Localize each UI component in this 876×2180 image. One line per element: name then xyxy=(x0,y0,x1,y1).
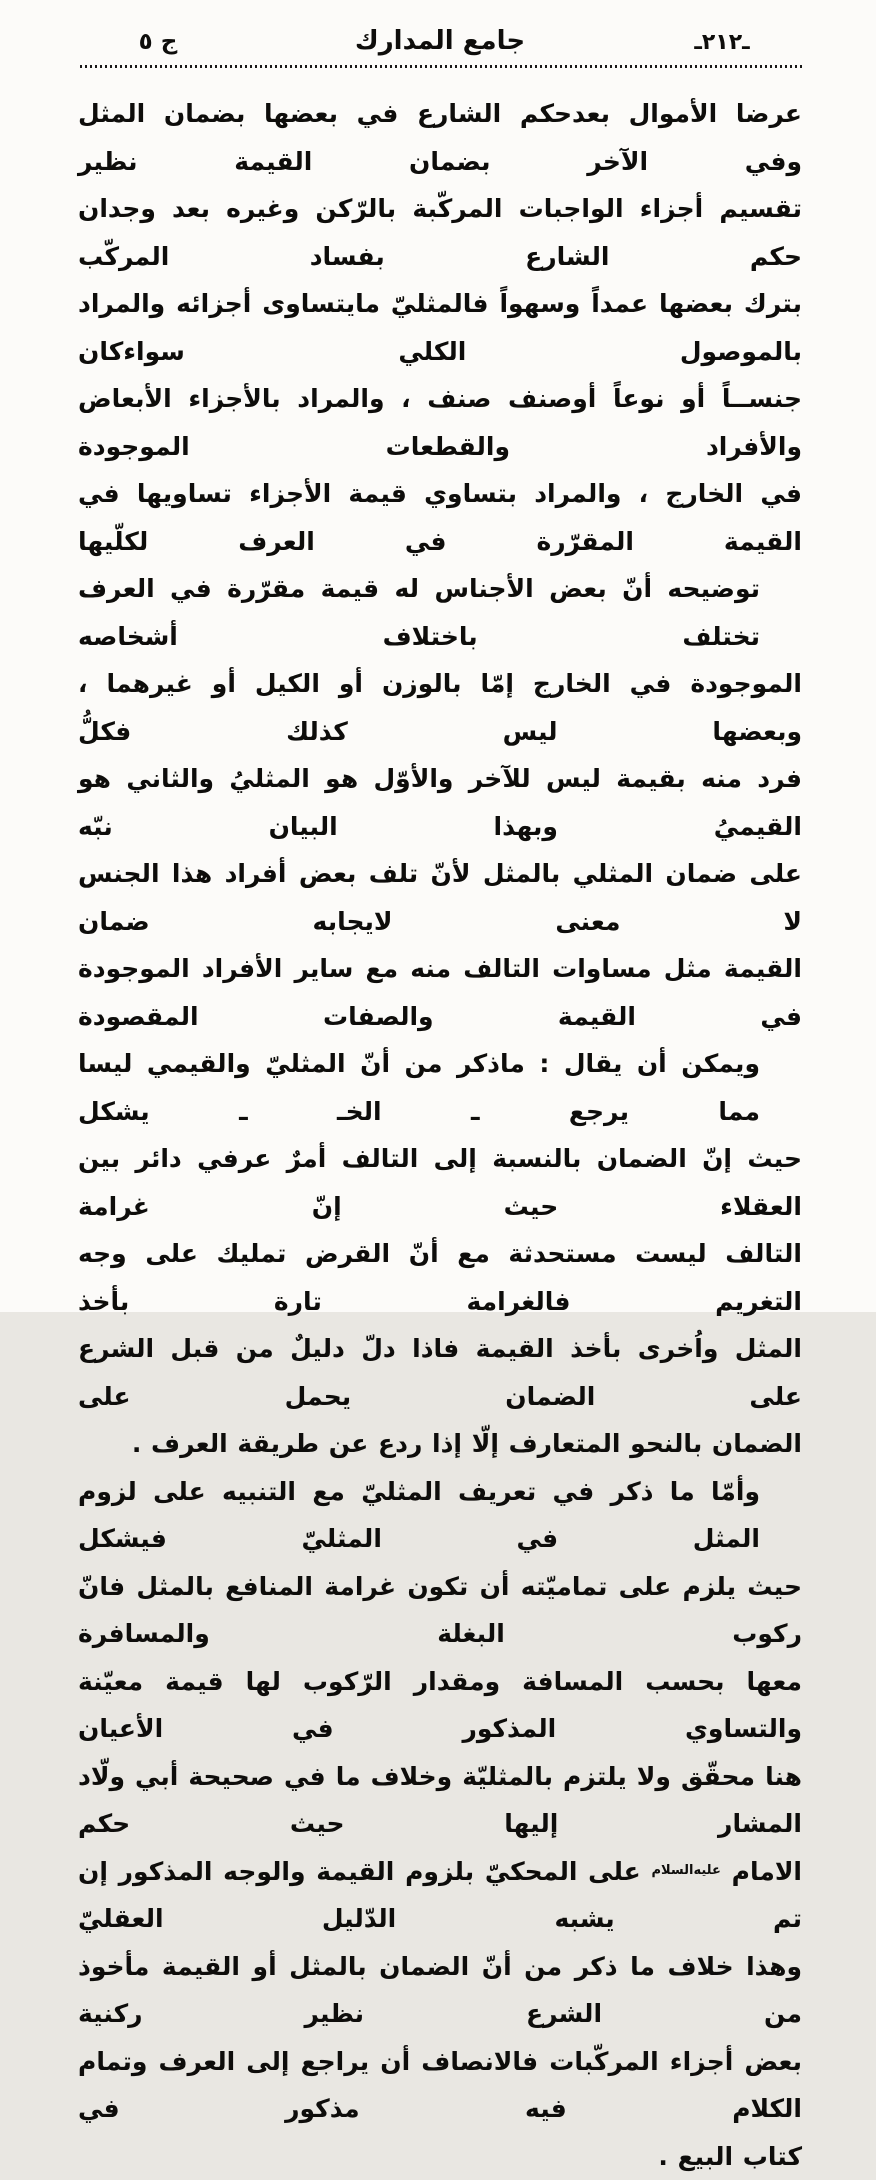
page-number: ـ٢١٢ـ xyxy=(642,30,802,55)
text-line: حيث إنّ الضمان بالنسبة إلى التالف أمرٌ عرفي دائر بين العقلاء حيث إنّ غرامة xyxy=(78,1135,802,1230)
text-line: معها بحسب المسافة ومقدار الرّكوب لها قيمة معيّنة والتساوي المذكور في الأعيان xyxy=(78,1658,802,1753)
text-line: بترك بعضها عمداً وسهواً فالمثليّ مايتساوى أجزائه والمراد بالموصول الكلي سواءكان xyxy=(78,280,802,375)
text-line: فرد منه بقيمة ليس للآخر والأوّل هو المثليُ والثاني هو القيميُ وبهذا البيان نبّه xyxy=(78,755,802,850)
text-line: القيمة مثل مساوات التالف منه مع ساير الأفراد الموجودة في القيمة والصفات المقصودة xyxy=(78,945,802,1040)
text-line-with-honorific xyxy=(78,1848,802,1943)
text-line-paragraph-start: توضيحه أنّ بعض الأجناس له قيمة مقرّرة في العرف تختلف باختلاف أشخاصه xyxy=(78,565,802,660)
text-line: بعض أجزاء المركّبات فالانصاف أن يراجع إلى العرف وتمام الكلام فيه مذكور في xyxy=(78,2038,802,2133)
body-text xyxy=(0,68,876,2180)
page-header xyxy=(0,0,876,68)
honorific-alayhi-salam: عليه‌السلام xyxy=(652,1864,721,1877)
text-line: حيث يلزم على تماميّته أن تكون غرامة المنافع بالمثل فانّ ركوب البغلة والمسافرة xyxy=(78,1563,802,1658)
volume-label: ج ٥ xyxy=(78,29,238,55)
text-line: التالف ليست مستحدثة مع أنّ القرض تمليك على وجه التغريم فالغرامة تارة بأخذ xyxy=(78,1230,802,1325)
text-line-paragraph-start: وأمّا ما ذكر في تعريف المثليّ مع التنبيه على لزوم المثل في المثليّ فيشكل xyxy=(78,1468,802,1563)
text-line: في الخارج ، والمراد بتساوي قيمة الأجزاء تساويها في القيمة المقرّرة في العرف لكلّيها xyxy=(78,470,802,565)
text-segment: على المحكيّ بلزوم القيمة والوجه المذكور إن تم يشبه الدّليل العقليّ xyxy=(78,1857,802,1934)
text-segment: الامام xyxy=(732,1857,802,1886)
text-line-paragraph-end: الضمان بالنحو المتعارف إلّا إذا ردع عن طريقة العرف . xyxy=(78,1420,802,1468)
text-line: وهذا خلاف ما ذكر من أنّ الضمان بالمثل أو القيمة مأخوذ من الشرع نظير ركنية xyxy=(78,1943,802,2038)
text-line: المثل واُخرى بأخذ القيمة فاذا دلّ دليلٌ من قبل الشرع على الضمان يحمل على xyxy=(78,1325,802,1420)
book-title: جامع المدارك xyxy=(238,26,642,56)
text-line: الموجودة في الخارج إمّا بالوزن أو الكيل أو غيرهما ، وبعضها ليس كذلك فكلُّ xyxy=(78,660,802,755)
text-line: تقسيم أجزاء الواجبات المركّبة بالرّكن وغيره بعد وجدان حكم الشارع بفساد المركّب xyxy=(78,185,802,280)
text-line: عرضا الأموال بعدحكم الشارع في بعضها بضمان المثل وفي الآخر بضمان القيمة نظير xyxy=(78,90,802,185)
text-line: هنا محقّق ولا يلتزم بالمثليّة وخلاف ما في صحيحة أبي ولّاد المشار إليها حيث حكم xyxy=(78,1753,802,1848)
text-line: على ضمان المثلي بالمثل لأنّ تلف بعض أفراد هذا الجنس لا معنى لايجابه ضمان xyxy=(78,850,802,945)
text-line: جنســاً أو نوعاً أوصنف صنف ، والمراد بالأجزاء الأبعاض والأفراد والقطعات الموجودة xyxy=(78,375,802,470)
text-line-paragraph-start: ويمكن أن يقال : ماذكر من أنّ المثليّ والقيمي ليسا مما يرجع ـ الخـ ـ يشكل xyxy=(78,1040,802,1135)
text-line-paragraph-end: كتاب البيع . xyxy=(78,2133,802,2180)
